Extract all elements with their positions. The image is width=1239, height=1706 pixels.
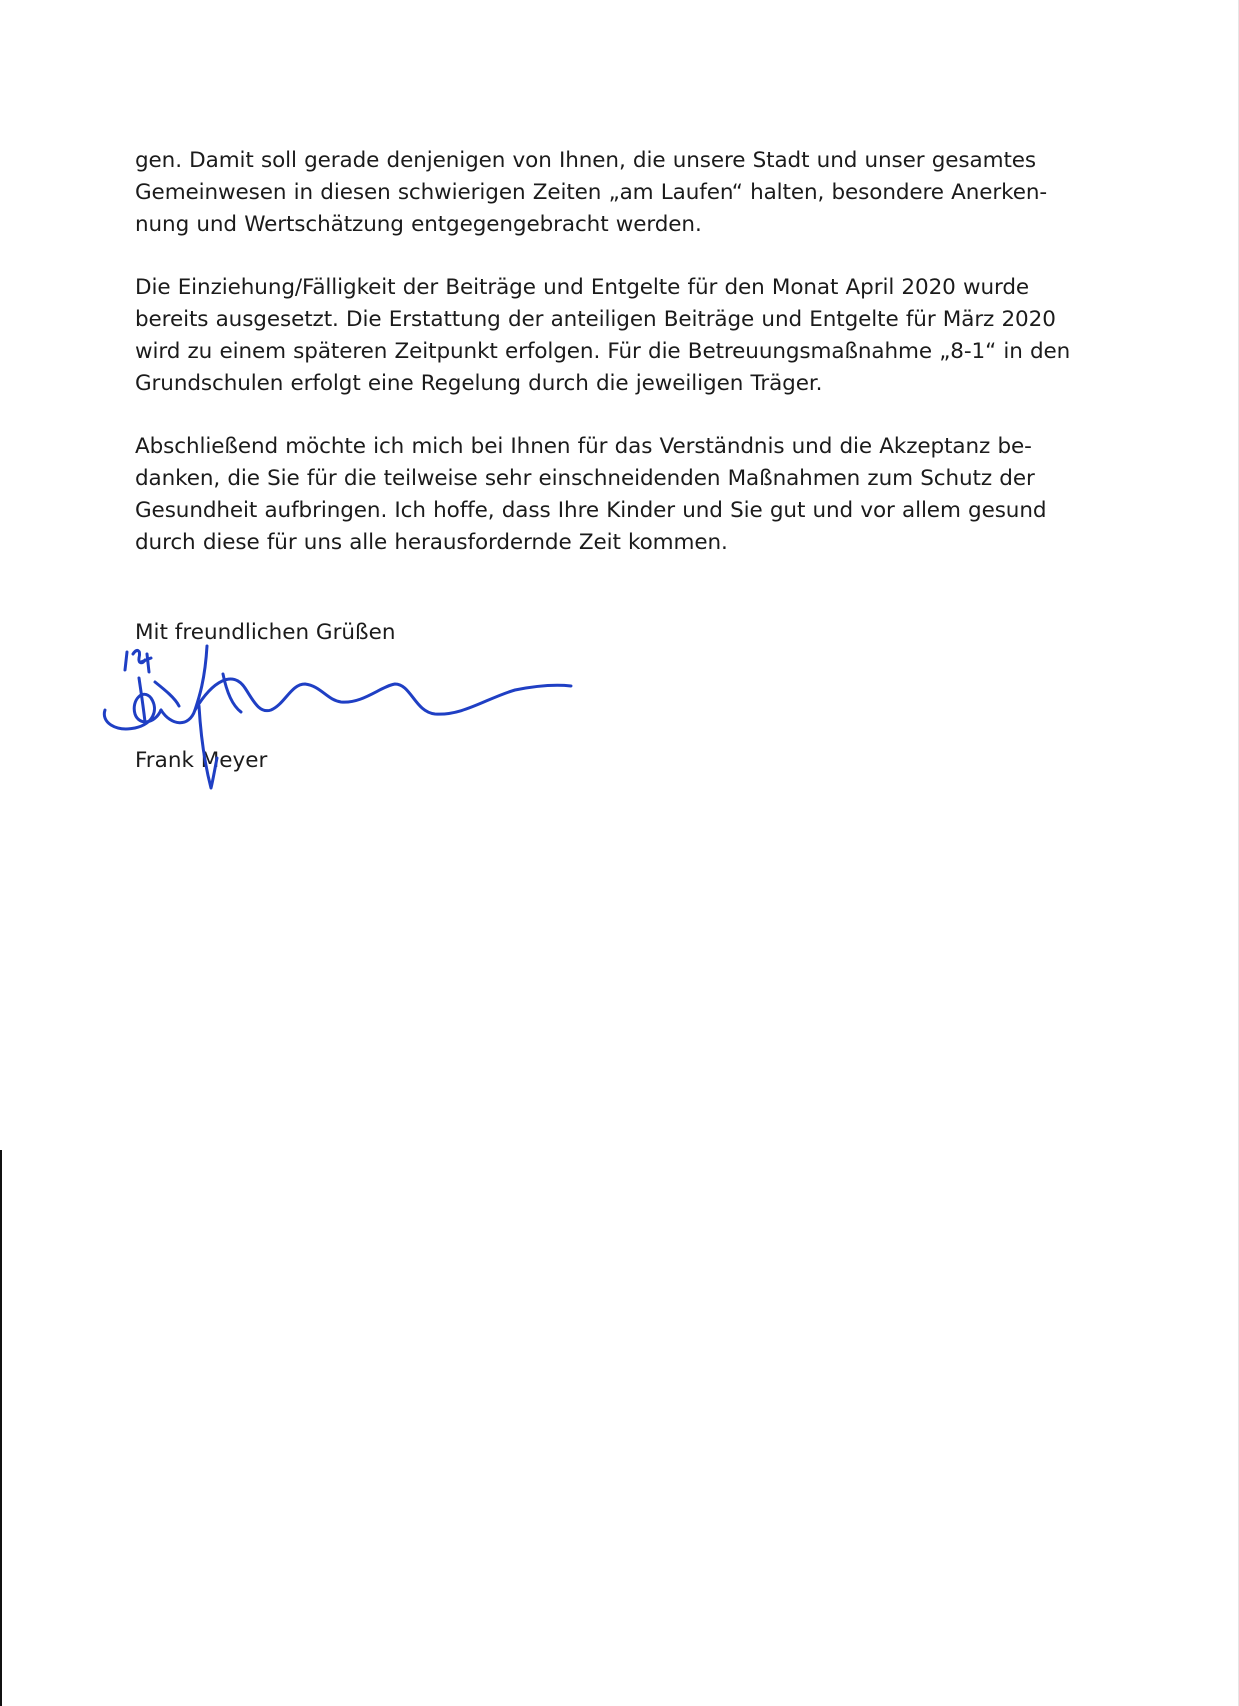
- text-line: danken, die Sie für die teilweise sehr einschneidenden Maßnahmen zum Schutz der: [135, 466, 1035, 491]
- text-line: Die Einziehung/Fälligkeit der Beiträge und Entgelte für den Monat April 2020 wurde: [135, 275, 1030, 300]
- text-line: durch diese für uns alle herausfordernde Zeit kommen.: [135, 530, 728, 555]
- text-line: bereits ausgesetzt. Die Erstattung der anteiligen Beiträge und Entgelte für März 2020: [135, 307, 1056, 332]
- closing-salutation: Mit freundlichen Grüßen: [135, 620, 396, 645]
- text-line: Abschließend möchte ich mich bei Ihnen für das Verständnis und die Akzeptanz be-: [135, 434, 1032, 459]
- paragraph-closing-remarks: [135, 431, 1095, 559]
- text-line: wird zu einem späteren Zeitpunkt erfolgen. Für die Betreuungsmaßnahme „8-1“ in den: [135, 339, 1071, 364]
- handwritten-signature: [95, 640, 595, 820]
- text-line: Gesundheit aufbringen. Ich hoffe, dass Ihre Kinder und Sie gut und vor allem gesund: [135, 498, 1047, 523]
- text-line: gen. Damit soll gerade denjenigen von Ihnen, die unsere Stadt und unser gesamtes: [135, 148, 1037, 173]
- paragraph-thanks: [135, 145, 1095, 241]
- text-line: nung und Wertschätzung entgegengebracht werden.: [135, 212, 702, 237]
- text-line: Gemeinwesen in diesen schwierigen Zeiten „am Laufen“ halten, besondere Anerken-: [135, 180, 1048, 205]
- paragraph-fees: [135, 272, 1095, 400]
- signer-name: Frank Meyer: [135, 748, 268, 773]
- text-line: Grundschulen erfolgt eine Regelung durch die jeweiligen Träger.: [135, 371, 823, 396]
- scan-edge: [0, 1150, 2, 1706]
